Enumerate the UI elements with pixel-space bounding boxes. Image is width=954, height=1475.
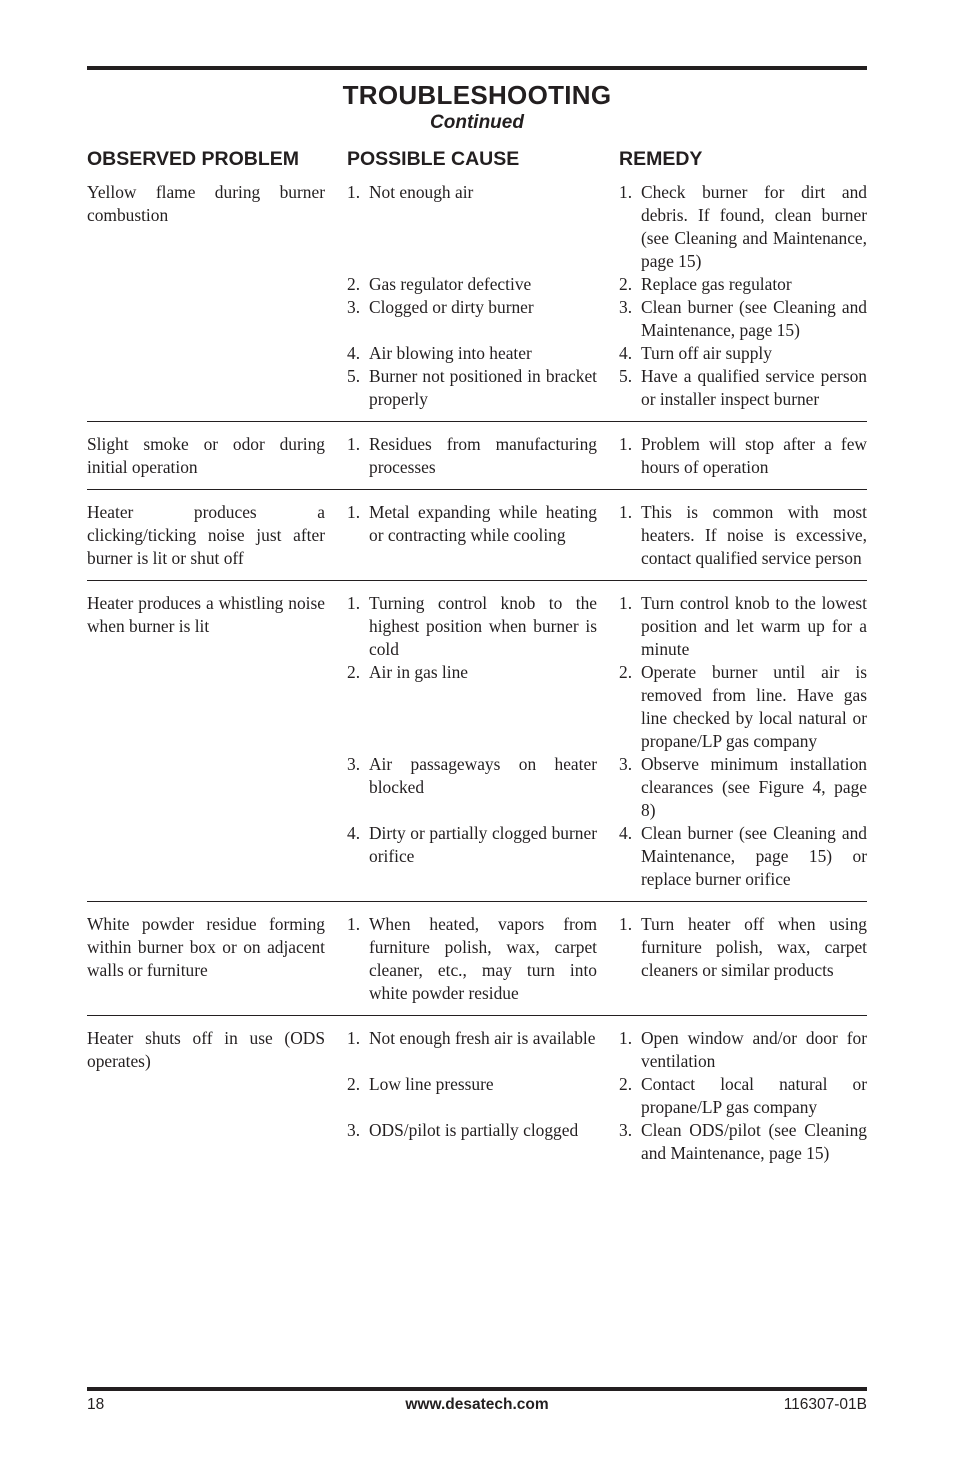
- cause-remedy-pair: [347, 273, 867, 296]
- column-header-cause: POSSIBLE CAUSE: [347, 148, 520, 170]
- remedy-number: 4.: [619, 823, 633, 843]
- cause-remedy-pair: [347, 342, 867, 365]
- cause-number: 1.: [347, 593, 361, 613]
- remedy: [619, 1073, 867, 1119]
- observed-problem: Heater shuts off in use (ODS operates): [87, 1028, 325, 1071]
- table-row: [87, 490, 867, 581]
- remedy: [619, 296, 867, 342]
- remedy: [619, 1027, 867, 1073]
- cause-number: 2.: [347, 1074, 361, 1094]
- remedy: [619, 822, 867, 891]
- cause-number: 3.: [347, 754, 361, 774]
- table-row: [87, 581, 867, 902]
- remedy-text: Problem will stop after a few hours of operation: [641, 434, 867, 477]
- top-rule: [87, 66, 867, 70]
- cause-number: 4.: [347, 343, 361, 363]
- remedy-number: 2.: [619, 1074, 633, 1094]
- cause-remedy-pair: [347, 822, 867, 891]
- remedy: [619, 592, 867, 661]
- remedy: [619, 1119, 867, 1165]
- remedy-text: Check burner for dirt and debris. If found, clean burner (see Cleaning and Maintenance, page 15): [641, 182, 867, 271]
- cause-text: Burner not positioned in bracket properly: [369, 366, 597, 409]
- cause-number: 1.: [347, 914, 361, 934]
- observed-problem: White powder residue forming within burner box or on adjacent walls or furniture: [87, 914, 325, 980]
- cause-text: Gas regulator defective: [369, 274, 532, 294]
- remedy-text: This is common with most heaters. If noise is excessive, contact qualified service person: [641, 502, 867, 568]
- cause-number: 2.: [347, 662, 361, 682]
- cause-number: 1.: [347, 434, 361, 454]
- possible-cause: [347, 181, 597, 273]
- table-row: [87, 1016, 867, 1175]
- remedy: [619, 661, 867, 753]
- cause-number: 1.: [347, 182, 361, 202]
- remedy-text: Clean ODS/pilot (see Cleaning and Maintenance, page 15): [641, 1120, 867, 1163]
- remedy: [619, 181, 867, 273]
- bottom-rule: [87, 1387, 867, 1391]
- remedy-number: 1.: [619, 914, 633, 934]
- cause-remedy-pair: [347, 433, 867, 479]
- cause-remedy-pair: [347, 501, 867, 570]
- possible-cause: [347, 1027, 597, 1073]
- cause-remedy-pair: [347, 913, 867, 1005]
- observed-problem: Heater produces a clicking/ticking noise just after burner is lit or shut off: [87, 502, 325, 568]
- cause-remedy-pair: [347, 1027, 867, 1073]
- cause-text: Not enough fresh air is available: [369, 1028, 596, 1048]
- cause-number: 3.: [347, 297, 361, 317]
- possible-cause: [347, 365, 597, 411]
- remedy-text: Contact local natural or propane/LP gas company: [641, 1074, 867, 1117]
- possible-cause: [347, 433, 597, 479]
- remedy-number: 2.: [619, 274, 633, 294]
- remedy-text: Clean burner (see Cleaning and Maintenance, page 15): [641, 297, 867, 340]
- cause-remedy-pair: [347, 753, 867, 822]
- possible-cause: [347, 661, 597, 753]
- remedy: [619, 365, 867, 411]
- remedy: [619, 501, 867, 570]
- cause-text: When heated, vapors from furniture polish, wax, carpet cleaner, etc., may turn into white powder residue: [369, 914, 597, 1003]
- remedy: [619, 433, 867, 479]
- cause-text: Dirty or partially clogged burner orifice: [369, 823, 597, 866]
- cause-remedy-pair: [347, 181, 867, 273]
- remedy-text: Observe minimum installation clearances (see Figure 4, page 8): [641, 754, 867, 820]
- document-number: 116307-01B: [783, 1396, 867, 1413]
- possible-cause: [347, 342, 597, 365]
- cause-number: 3.: [347, 1120, 361, 1140]
- table-row: [87, 422, 867, 490]
- remedy-text: Turn off air supply: [641, 343, 772, 363]
- remedy-number: 1.: [619, 182, 633, 202]
- cause-text: Air in gas line: [369, 662, 469, 682]
- cause-text: Turning control knob to the highest position when burner is cold: [369, 593, 597, 659]
- cause-remedy-pair: [347, 1073, 867, 1119]
- remedy-text: Open window and/or door for ventilation: [641, 1028, 867, 1071]
- remedy-number: 3.: [619, 754, 633, 774]
- possible-cause: [347, 913, 597, 1005]
- possible-cause: [347, 501, 597, 570]
- cause-text: Air passageways on heater blocked: [369, 754, 597, 797]
- website-link[interactable]: www.desatech.com: [405, 1396, 549, 1413]
- page-subtitle: Continued: [430, 112, 524, 133]
- remedy-number: 1.: [619, 434, 633, 454]
- cause-number: 2.: [347, 274, 361, 294]
- remedy-number: 3.: [619, 1120, 633, 1140]
- table-row: [87, 179, 867, 422]
- possible-cause: [347, 1073, 597, 1119]
- remedy: [619, 273, 867, 296]
- page-title: TROUBLESHOOTING: [342, 80, 612, 110]
- remedy: [619, 342, 867, 365]
- observed-problem: Yellow flame during burner combustion: [87, 182, 325, 225]
- remedy-number: 5.: [619, 366, 633, 386]
- remedy-text: Clean burner (see Cleaning and Maintenance, page 15) or replace burner orifice: [641, 823, 867, 889]
- cause-text: Not enough air: [369, 182, 474, 202]
- remedy-number: 1.: [619, 1028, 633, 1048]
- possible-cause: [347, 753, 597, 822]
- column-header-problem: OBSERVED PROBLEM: [87, 148, 300, 170]
- troubleshooting-table: [87, 179, 867, 1175]
- cause-text: Metal expanding while heating or contracting while cooling: [369, 502, 597, 545]
- cause-remedy-pair: [347, 661, 867, 753]
- possible-cause: [347, 822, 597, 891]
- cause-number: 1.: [347, 1028, 361, 1048]
- remedy-number: 1.: [619, 502, 633, 522]
- possible-cause: [347, 273, 597, 296]
- table-row: [87, 902, 867, 1016]
- page-number: 18: [87, 1396, 105, 1413]
- cause-text: Residues from manufacturing processes: [369, 434, 597, 477]
- remedy-text: Have a qualified service person or installer inspect burner: [641, 366, 867, 409]
- cause-remedy-pair: [347, 592, 867, 661]
- cause-remedy-pair: [347, 1119, 867, 1165]
- remedy-number: 1.: [619, 593, 633, 613]
- cause-remedy-pair: [347, 296, 867, 342]
- cause-text: Low line pressure: [369, 1074, 494, 1094]
- remedy-text: Turn control knob to the lowest position and let warm up for a minute: [641, 593, 867, 659]
- cause-number: 1.: [347, 502, 361, 522]
- remedy: [619, 753, 867, 822]
- cause-text: ODS/pilot is partially clogged: [369, 1120, 579, 1140]
- cause-remedy-pair: [347, 365, 867, 411]
- observed-problem: Slight smoke or odor during initial operation: [87, 434, 325, 477]
- remedy-number: 3.: [619, 297, 633, 317]
- remedy-number: 4.: [619, 343, 633, 363]
- observed-problem: Heater produces a whistling noise when burner is lit: [87, 593, 325, 636]
- possible-cause: [347, 296, 597, 342]
- possible-cause: [347, 592, 597, 661]
- column-header-remedy: REMEDY: [619, 148, 703, 170]
- remedy: [619, 913, 867, 1005]
- remedy-text: Replace gas regulator: [641, 274, 792, 294]
- cause-number: 5.: [347, 366, 361, 386]
- possible-cause: [347, 1119, 597, 1165]
- remedy-number: 2.: [619, 662, 633, 682]
- cause-text: Clogged or dirty burner: [369, 297, 534, 317]
- cause-text: Air blowing into heater: [369, 343, 532, 363]
- remedy-text: Operate burner until air is removed from line. Have gas line checked by local natural or propane/LP gas company: [641, 662, 867, 751]
- remedy-text: Turn heater off when using furniture polish, wax, carpet cleaners or similar products: [641, 914, 867, 980]
- cause-number: 4.: [347, 823, 361, 843]
